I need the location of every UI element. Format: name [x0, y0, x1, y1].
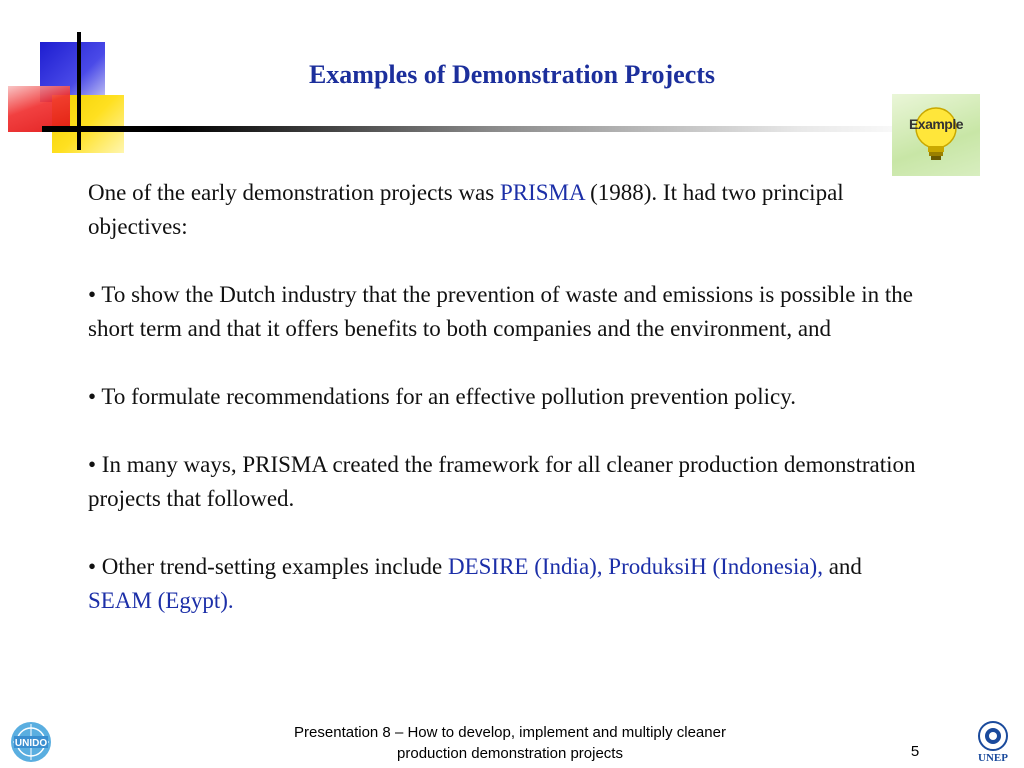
desire-produksih-link[interactable]: DESIRE (India), ProduksiH (Indonesia), — [447, 554, 823, 579]
unep-label: UNEP — [978, 752, 1008, 764]
unido-logo-icon — [8, 720, 54, 764]
title-underline — [42, 126, 932, 132]
slide-title: Examples of Demonstration Projects — [308, 60, 716, 89]
footer-line-2: production demonstration projects — [397, 745, 623, 762]
example-badge — [892, 94, 980, 176]
prisma-link[interactable]: PRISMA — [499, 180, 585, 205]
bullet-3: • In many ways, PRISMA created the framework for all cleaner production demonstration projects that followed. — [88, 452, 916, 511]
page-number: 5 — [910, 743, 920, 760]
decor-vertical-line — [77, 32, 81, 150]
intro-paragraph: One of the early demonstration projects was PRISMA (1988). It had two principal objectives: — [88, 180, 844, 239]
slide-body — [88, 176, 928, 652]
lightbulb-icon — [906, 104, 966, 164]
unep-emblem-icon — [968, 720, 1018, 752]
footer-line-1: Presentation 8 – How to develop, implement and multiply cleaner — [294, 724, 726, 741]
svg-text:UNIDO: UNIDO — [14, 738, 48, 749]
bullet-4: • Other trend-setting examples include DESIRE (India), ProduksiH (Indonesia), and SEAM (Egypt). — [88, 554, 862, 613]
footer-caption — [240, 722, 780, 764]
seam-link[interactable]: SEAM (Egypt). — [88, 588, 234, 613]
bullet-1: • To show the Dutch industry that the prevention of waste and emissions is possible in the short term and that it offers benefits to both companies and the environment, and — [88, 282, 913, 341]
unep-logo — [968, 720, 1018, 766]
example-label: Example — [908, 116, 964, 132]
bullet-2: • To formulate recommendations for an effective pollution prevention policy. — [88, 384, 796, 409]
